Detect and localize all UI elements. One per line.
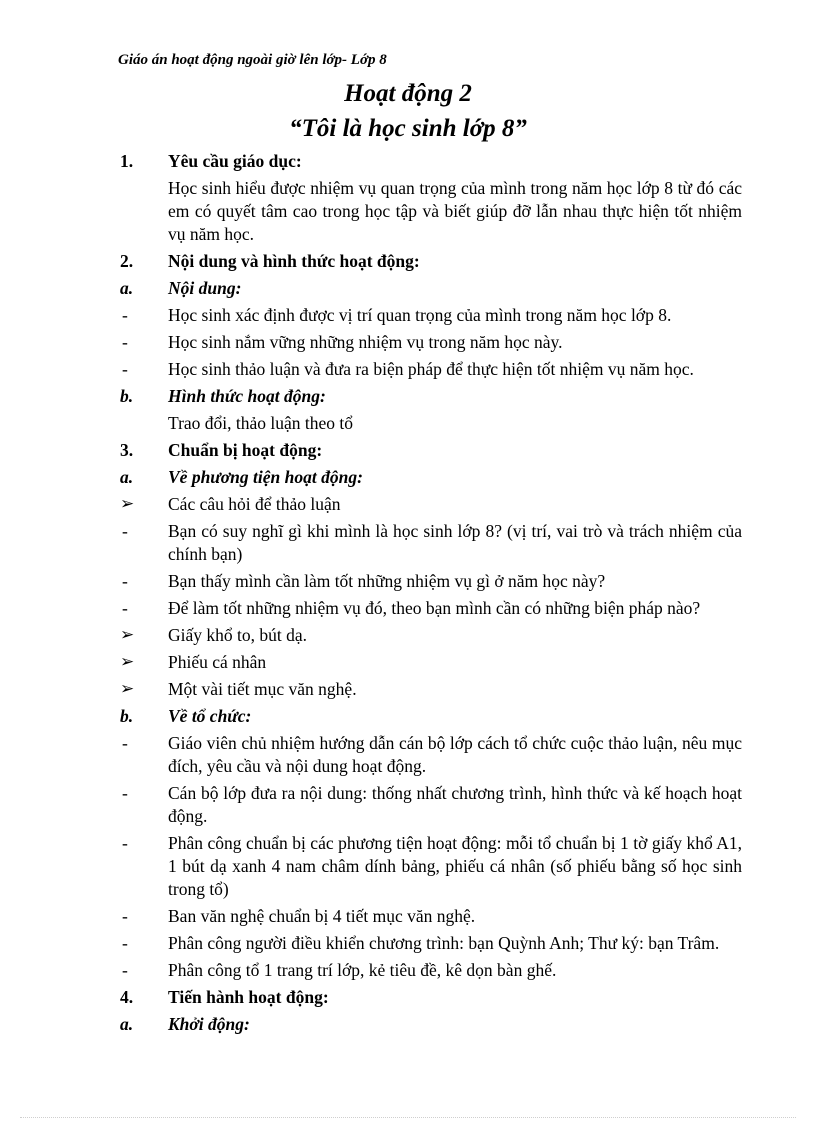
paragraph: Trao đổi, thảo luận theo tổ bbox=[168, 413, 354, 433]
list-item-text: Phân công người điều khiển chương trình: bạn Quỳnh Anh; Thư ký: bạn Trâm. bbox=[168, 933, 720, 953]
dash-bullet: - bbox=[122, 521, 128, 541]
page-header: Giáo án hoạt động ngoài giờ lên lớp- Lớp 8 bbox=[118, 52, 387, 68]
list-item bbox=[0, 624, 816, 647]
arrow-bullet-icon: ➢ bbox=[120, 494, 135, 514]
list-item bbox=[0, 832, 816, 901]
list-item-text: Các câu hỏi để thảo luận bbox=[168, 494, 341, 514]
list-item bbox=[0, 782, 816, 828]
list-item-text: Để làm tốt những nhiệm vụ đó, theo bạn mình cần có những biện pháp nào? bbox=[168, 598, 701, 618]
subsection-heading: Về tổ chức: bbox=[168, 706, 252, 726]
list-item bbox=[0, 932, 816, 955]
subsection-letter: a. bbox=[120, 278, 134, 298]
list-item-text: Một vài tiết mục văn nghệ. bbox=[168, 679, 357, 699]
list-item-text: Học sinh xác định được vị trí quan trọng của mình trong năm học lớp 8. bbox=[168, 305, 672, 325]
list-item bbox=[0, 905, 816, 928]
list-item bbox=[0, 177, 816, 246]
list-item-text: Ban văn nghệ chuẩn bị 4 tiết mục văn nghệ. bbox=[168, 906, 476, 926]
title-theme: “Tôi là học sinh lớp 8” bbox=[289, 115, 527, 142]
dash-bullet: - bbox=[122, 833, 128, 853]
paragraph: Học sinh hiểu được nhiệm vụ quan trọng của mình trong năm học lớp 8 từ đó các em có quyết tâm cao trong học tập và biết giúp đỡ lẫn nhau thực hiện tốt nhiệm vụ năm học. bbox=[168, 178, 742, 244]
subsection-heading: Hình thức hoạt động: bbox=[168, 386, 326, 406]
arrow-bullet-icon: ➢ bbox=[120, 625, 135, 645]
dash-bullet: - bbox=[122, 960, 128, 980]
list-item bbox=[0, 358, 816, 381]
dash-bullet: - bbox=[122, 359, 128, 379]
subsection-letter: b. bbox=[120, 386, 134, 406]
dash-bullet: - bbox=[122, 598, 128, 618]
dash-bullet: - bbox=[122, 783, 128, 803]
list-item bbox=[0, 959, 816, 982]
list-item bbox=[0, 304, 816, 327]
list-item bbox=[0, 439, 816, 462]
dash-bullet: - bbox=[122, 933, 128, 953]
subsection-heading: Về phương tiện hoạt động: bbox=[168, 467, 363, 487]
dash-bullet: - bbox=[122, 733, 128, 753]
section-number: 1. bbox=[120, 151, 134, 171]
subsection-letter: a. bbox=[120, 467, 134, 487]
subsection-letter: a. bbox=[120, 1014, 134, 1034]
list-item-text: Học sinh nắm vững những nhiệm vụ trong năm học này. bbox=[168, 332, 563, 352]
arrow-bullet-icon: ➢ bbox=[120, 652, 135, 672]
list-item bbox=[0, 412, 816, 435]
section-number: 3. bbox=[120, 440, 134, 460]
list-item bbox=[0, 385, 816, 408]
list-item bbox=[0, 732, 816, 778]
dash-bullet: - bbox=[122, 305, 128, 325]
list-item-text: Phân công tổ 1 trang trí lớp, kẻ tiêu đề, kê dọn bàn ghế. bbox=[168, 960, 557, 980]
subsection-heading: Khởi động: bbox=[168, 1014, 250, 1034]
section-number: 4. bbox=[120, 987, 134, 1007]
list-item bbox=[0, 570, 816, 593]
page-bottom-divider bbox=[20, 1117, 796, 1118]
list-item-text: Bạn có suy nghĩ gì khi mình là học sinh lớp 8? (vị trí, vai trò và trách nhiệm của chính bạn) bbox=[168, 521, 742, 564]
list-item bbox=[0, 520, 816, 566]
subsection-letter: b. bbox=[120, 706, 134, 726]
list-item-text: Học sinh thảo luận và đưa ra biện pháp để thực hiện tốt nhiệm vụ năm học. bbox=[168, 359, 694, 379]
list-item bbox=[0, 678, 816, 701]
list-item-text: Giấy khổ to, bút dạ. bbox=[168, 625, 308, 645]
dash-bullet: - bbox=[122, 906, 128, 926]
list-item-text: Giáo viên chủ nhiệm hướng dẫn cán bộ lớp cách tổ chức cuộc thảo luận, nêu mục đích, yêu cầu và nội dung hoạt động. bbox=[168, 733, 742, 776]
subsection-heading: Nội dung: bbox=[168, 278, 242, 298]
list-item bbox=[0, 277, 816, 300]
list-item bbox=[0, 1013, 816, 1036]
list-item bbox=[0, 150, 816, 173]
section-heading: Chuẩn bị hoạt động: bbox=[168, 440, 323, 460]
dash-bullet: - bbox=[122, 332, 128, 352]
list-item bbox=[0, 705, 816, 728]
list-item-text: Phiếu cá nhân bbox=[168, 652, 267, 672]
list-item-text: Cán bộ lớp đưa ra nội dung: thống nhất chương trình, hình thức và kế hoạch hoạt động. bbox=[168, 783, 742, 826]
document-body bbox=[0, 150, 816, 1040]
list-item bbox=[0, 250, 816, 273]
list-item bbox=[0, 493, 816, 516]
list-item bbox=[0, 331, 816, 354]
list-item-text: Bạn thấy mình cần làm tốt những nhiệm vụ gì ở năm học này? bbox=[168, 571, 606, 591]
list-item bbox=[0, 466, 816, 489]
arrow-bullet-icon: ➢ bbox=[120, 679, 135, 699]
list-item bbox=[0, 651, 816, 674]
section-number: 2. bbox=[120, 251, 134, 271]
dash-bullet: - bbox=[122, 571, 128, 591]
list-item-text: Phân công chuẩn bị các phương tiện hoạt động: mỗi tổ chuẩn bị 1 tờ giấy khổ A1, 1 bút dạ xanh 4 nam châm dính bảng, phiếu cá nhân (số phiếu bằng số học sinh trong tổ) bbox=[168, 833, 742, 899]
list-item bbox=[0, 986, 816, 1009]
title-activity: Hoạt động 2 bbox=[344, 80, 472, 107]
section-heading: Yêu cầu giáo dục: bbox=[168, 151, 302, 171]
section-heading: Tiến hành hoạt động: bbox=[168, 987, 329, 1007]
list-item bbox=[0, 597, 816, 620]
section-heading: Nội dung và hình thức hoạt động: bbox=[168, 251, 420, 271]
